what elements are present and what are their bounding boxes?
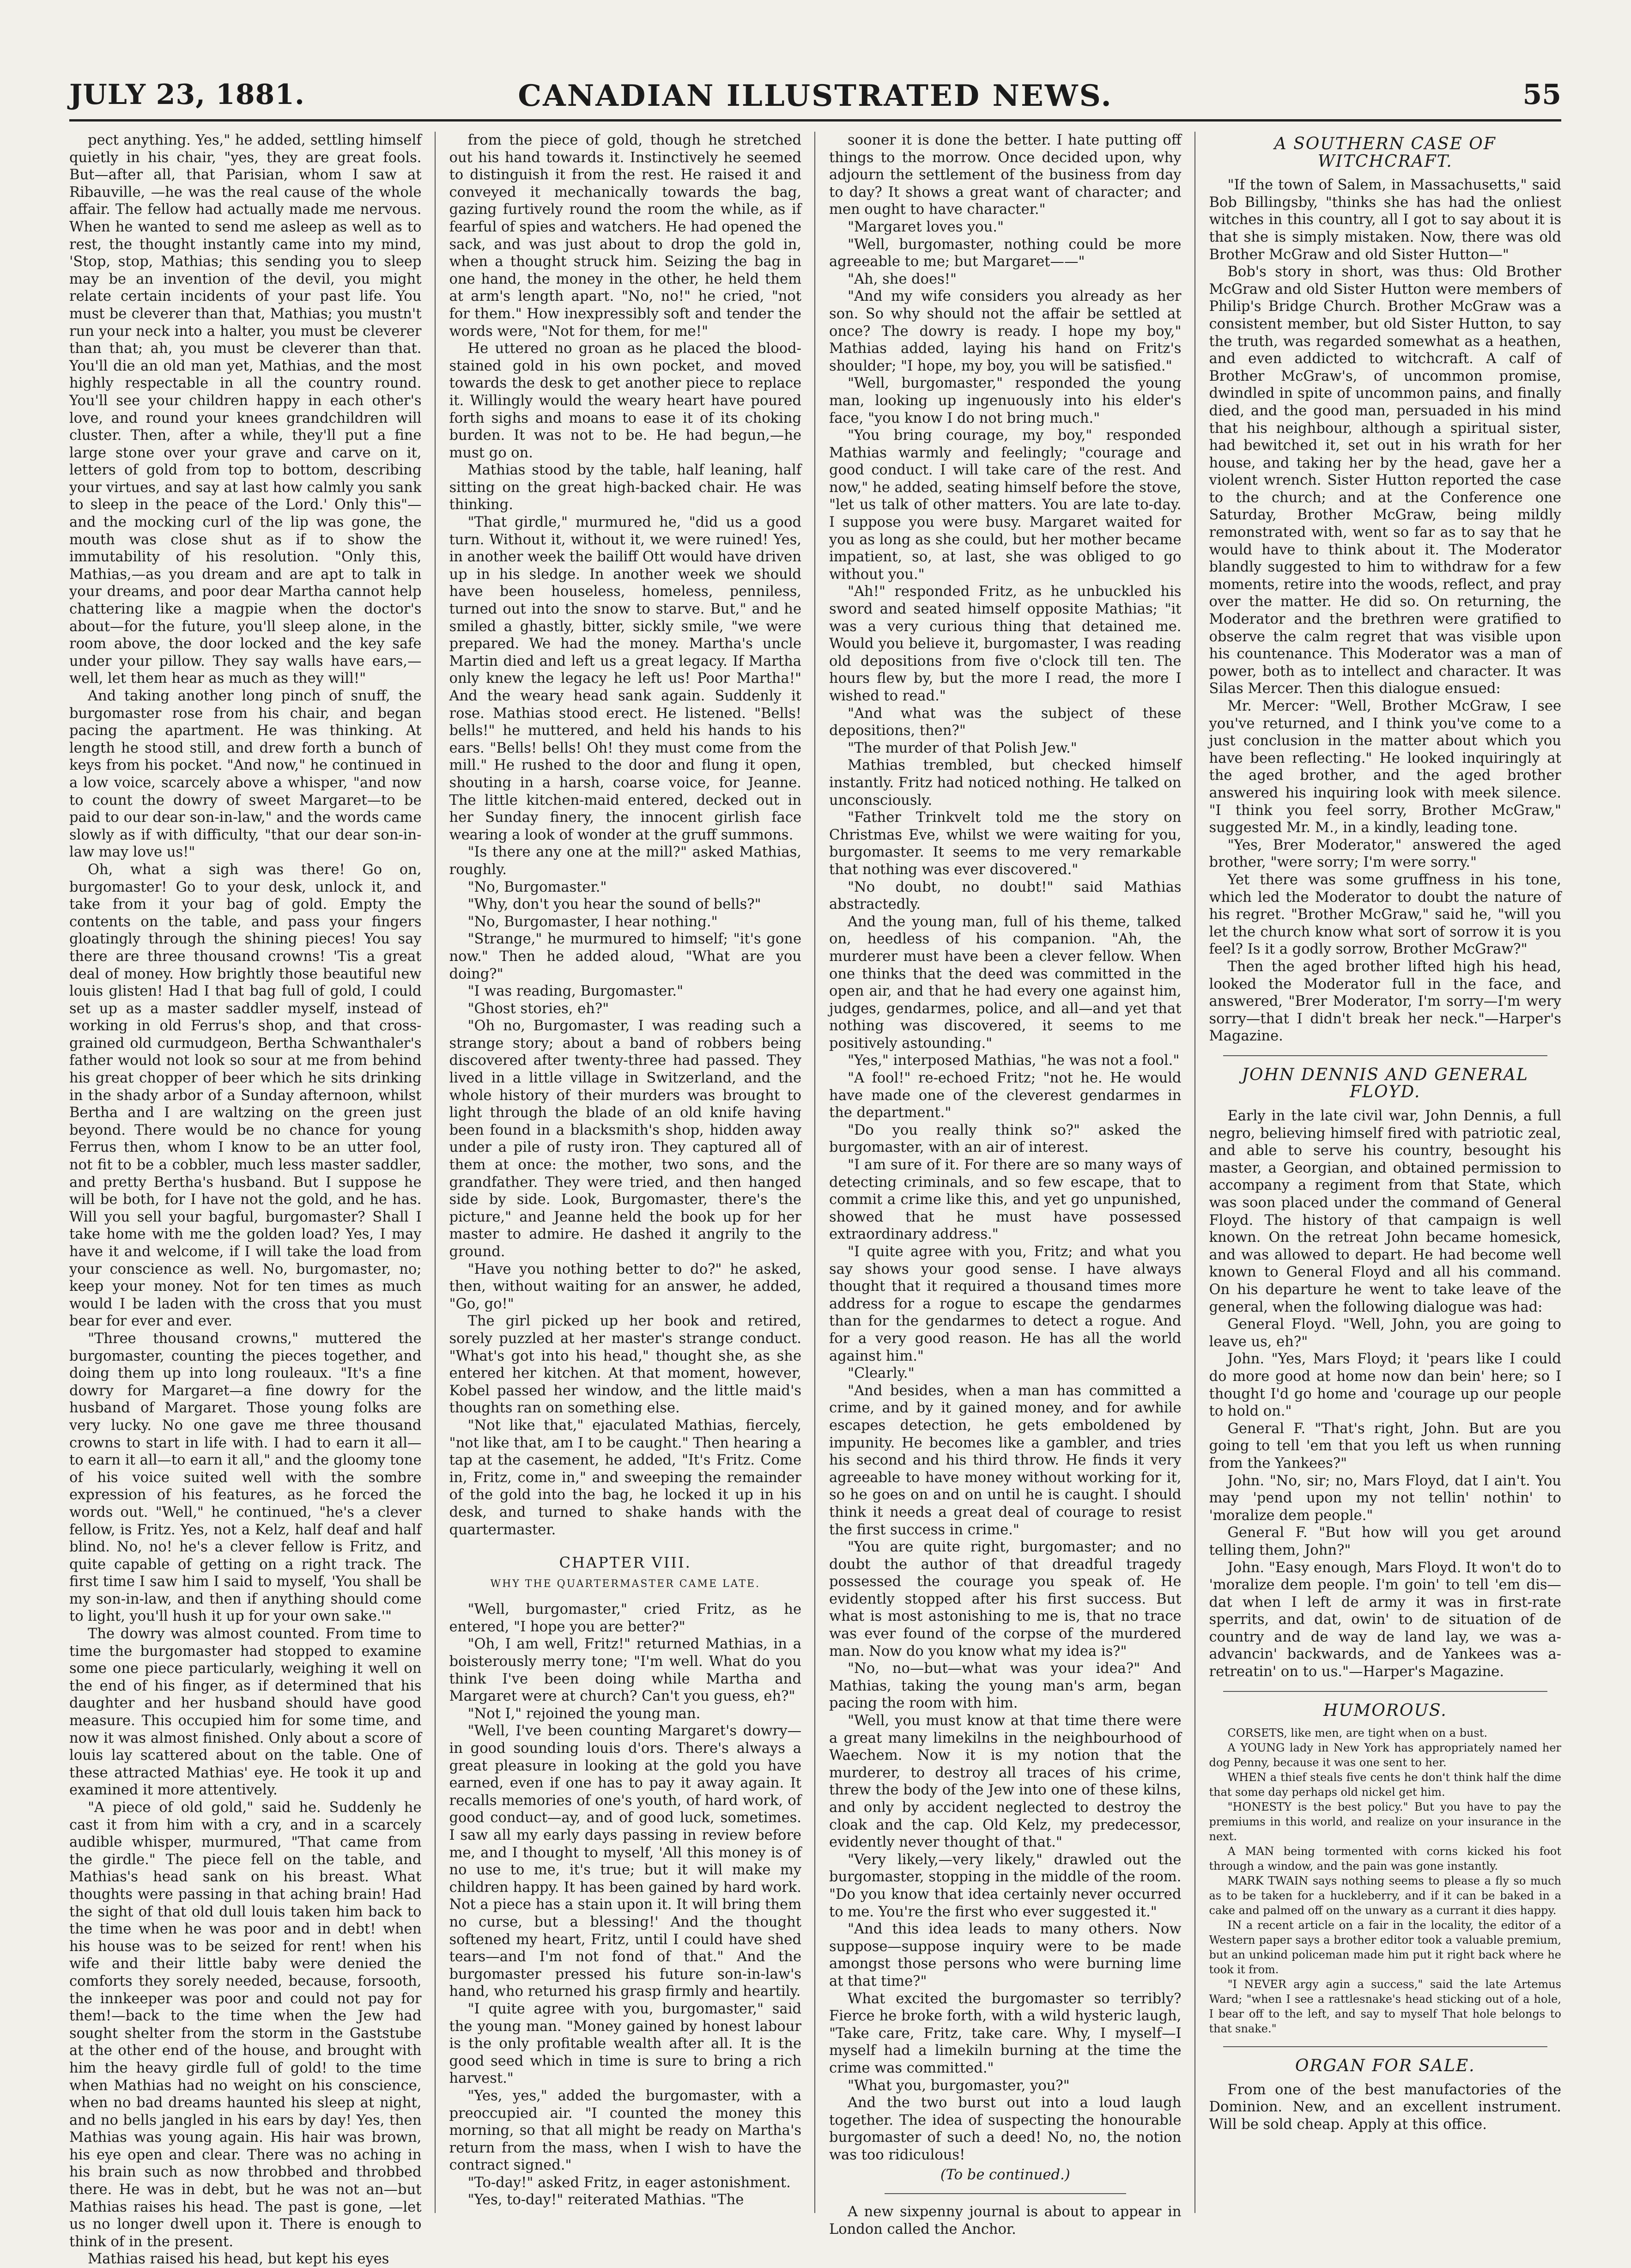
paragraph: "Ghost stories, eh?" xyxy=(467,1000,609,1017)
paragraph: "Do you really think so?" asked the burgomaster, with an air of interest. xyxy=(829,1122,1182,1156)
column-3 xyxy=(829,132,1195,2238)
paragraph: "You are quite right, burgomaster; and no doubt the author of that dreadful tragedy possessed the courage you speak of. He evidently stopped after his first success. But what is most astonishing to me is, that no trace was ever found of the corpse of the murdered man. Now do you know what my idea is?" xyxy=(829,1539,1182,1660)
paragraph: What excited the burgomaster so terribly? Fierce he broke forth, with a wild hysteric laugh, "Take care, Fritz, take care. Why, I myself—I myself had a limekiln burning at the time the crime was committed." xyxy=(829,1990,1182,2076)
organ-ad: From one of the best manufactories of the Dominion. New, and an excellent instrument. Will be sold cheap. Apply at this office. xyxy=(1209,2081,1561,2133)
paragraph: "Oh, I am well, Fritz!" returned Mathias, in a boisterously merry tone; "I'm well. What do you think I've been doing while Martha and Margaret were at church? Can't you guess, eh?" xyxy=(449,1636,801,1705)
paragraph: "Have you nothing better to do?" he asked, then, without waiting for an answer, he added, "Go, go!" xyxy=(449,1261,801,1312)
to-be-continued: (To be continued.) xyxy=(940,2167,1070,2183)
paragraph: Bob's story in short, was thus: Old Brother McGraw and old Sister Hutton were members of Philip's Bridge Church. Brother McGraw was a consistent member, but old Sister Hutton, to say the truth, was regarded somewhat as a heathen, and even addicted to witchcraft. A calf of Brother McGraw's, of uncommon promise, dwindled in spite of uncommon pains, and finally died, and the good man, persuaded in his mind that his neighbour, although a spiritual sister, had bewitched it, set out in his wrath for her house, and taking her by the head, gave her a violent wrench. Sister Hutton reported the case to the church; and at the Conference one Saturday, Brother McGraw, being mildly remonstrated with, went so far as to say that he would have to think about it. The Moderator blandly suggested to him to withdraw for a few moments, retire into the woods, reflect, and pray over the matter. He did so. On returning, the Moderator and the brethren were gratified to observe the calm regret that was visible upon his countenance. This Moderator was a man of power, both as to intellect and character. It was Silas Mercer. Then this dialogue ensued: xyxy=(1209,264,1561,697)
paragraph: "No doubt, no doubt!" said Mathias abstractedly. xyxy=(829,879,1182,913)
story-part-c xyxy=(829,132,1182,2164)
paragraph: "I am sure of it. For there are so many ways of detecting criminals, and so few escape, that to commit a crime like this, and yet go unpunished, showed that he must have possessed extraordinary address." xyxy=(829,1157,1182,1243)
column-4 xyxy=(1209,132,1562,2213)
paragraph: IN a recent article on a fair in the locality, the editor of a Western paper says a brother editor took a valuable premium, but an unkind policeman made him put it right back where he took it from. xyxy=(1209,1919,1561,1976)
paragraph: "HONESTY is the best policy." But you have to pay the premiums in this world, and realize on your insurance in the next. xyxy=(1209,1800,1561,1843)
section-title-witchcraft: A SOUTHERN CASE OF WITCHCRAFT. xyxy=(1274,134,1496,171)
columns xyxy=(69,132,1561,2268)
paragraph: "Clearly." xyxy=(848,1365,915,1382)
paragraph: sooner it is done the better. I hate putting off things to the morrow. Once decided upon, why adjourn the settlement of the business from day to day? It shows a great want of character; and men ought to have character." xyxy=(829,132,1182,218)
paragraph: "I quite agree with you, Fritz; and what you say shows your good sense. I have always thought that it required a thousand times more address for a rogue to escape the gendarmes than for the gendarmes to detect a rogue. And for a very good reason. He has all the world against him." xyxy=(829,1244,1182,1364)
story-part-a xyxy=(449,132,802,1538)
paragraph: "No, Burgomaster." xyxy=(467,879,607,895)
paragraph: "The murder of that Polish Jew." xyxy=(848,740,1077,756)
paragraph: And the two burst out into a loud laugh together. The idea of suspecting the honourable burgomaster of such a deed! No, no, the notion was too ridiculous! xyxy=(829,2095,1182,2163)
paragraph: Mathias stood by the table, half leaning, half sitting on the great high-backed chair. He was thinking. xyxy=(449,462,801,513)
paragraph: from the piece of gold, though he stretched out his hand towards it. Instinctively he seemed to distinguish it from the rest. He raised it and conveyed it mechanically towards the bag, gazing furtively round the room the while, as if fearful of spies and watchers. He had opened the sack, and was just about to drop the gold in, when a thought struck him. Seizing the bag in one hand, the money in the other, he held them at arm's length apart. "No, no!" he cried, "not for them." How inexpressibly soft and tender the words were, "Not for them, for me!" xyxy=(449,132,801,340)
chapter-subtitle: WHY THE QUARTERMASTER CAME LATE. xyxy=(490,1578,761,1590)
paragraph: "Three thousand crowns," muttered the burgomaster, counting the pieces together, and doing them up into long rouleaux. "It's a fine dowry for Margaret—a fine dowry for the husband of Margaret. Those young folks are very lucky. No one gave me three thousand crowns to start in life with. I had to earn it all—to earn it all—to earn it all," and the gloomy tone of his voice suited well with the sombre expression of his features, as he forced the words out. "Well," he continued, "he's a clever fellow, is Fritz. Yes, not a Kelz, half deaf and half blind. No, no! he's a clever fellow is Fritz, and quite capable of getting on a right track. The first time I saw him I said to myself, 'You shall be my son-in-law, and then if anything should come to light, you'll hush it up for your own sake.'" xyxy=(69,1330,422,1625)
paragraph: "I quite agree with you, burgomaster," said the young man. "Money gained by honest labour is the only profitable wealth after all. It is the good seed which in time is sure to bring a rich harvest." xyxy=(449,2000,801,2087)
paragraph: Oh, what a sigh was there! Go on, burgomaster! Go to your desk, unlock it, and take from it your bag of gold. Empty the contents on the table, and pass your fingers gloatingly through the shining pieces! You say there are three thousand crowns! 'Tis a great deal of money. How brightly those beautiful new louis glisten! Had I that bag full of gold, I could set up as a master saddler myself, instead of working in old Ferrus's shop, and that cross-grained old curmudgeon, Bertha Schwanthaler's father would not look so sour at me from behind his great chopper of beer which he sits drinking in the shady arbor of a Sunday afternoon, whilst Bertha and I are waltzing on the green just beyond. There would be no chance for young Ferrus then, whom I know to be an utter fool, not fit to be a cobbler, much less master saddler, and pretty Bertha's husband. But I suppose he will be both, for I have not the gold, and he has. Will you sell your bagful, burgomaster? Shall I take home with me the golden load? Yes, I may have it and welcome, if I will take the load from your conscience as well. No, burgomaster, no; keep your money. Not for ten times as much would I be laden with the cross that you must bear for ever and ever. xyxy=(69,861,422,1330)
paragraph: "Why, don't you hear the sound of bells?" xyxy=(467,896,761,913)
paragraph: "And my wife considers you already as her son. So why should not the affair be settled at once? The dowry is ready. I hope my boy," Mathias added, laying his hand on Fritz's shoulder; "I hope, my boy, you will be satisfied." xyxy=(829,288,1182,374)
column-2 xyxy=(449,132,816,2213)
header-rule xyxy=(69,119,1561,122)
paragraph: "And this idea leads to many others. Now suppose—suppose inquiry were to be made amongst those persons who were burning lime at that time?" xyxy=(829,1921,1182,1989)
paragraph: "And what was the subject of these depositions, then?" xyxy=(829,705,1182,739)
paragraph: A YOUNG lady in New York has appropriately named her dog Penny, because it was one sent to her. xyxy=(1209,1741,1561,1769)
separator xyxy=(1223,1055,1548,1056)
dennis-floyd-article xyxy=(1209,1107,1562,1681)
paragraph: Mathias trembled, but checked himself instantly. Fritz had noticed nothing. He talked on unconsciously. xyxy=(829,757,1182,809)
paragraph: And taking another long pinch of snuff, the burgomaster rose from his chair, and began pacing the apartment. He was thinking. At length he stood still, and drew forth a bunch of keys from his pocket. "And now," he continued in a low voice, scarcely above a whisper, "and now to count the dowry of sweet Margaret—to be paid to our dear son-in-law," and the words came slowly as if with difficulty, "that our dear son-in-law may love us!" xyxy=(69,688,422,861)
paragraph: "Father Trinkvelt told me the story on Christmas Eve, whilst we were waiting for you, burgomaster. It seems to me very remarkable that nothing was ever discovered." xyxy=(829,809,1182,878)
paragraph: The dowry was almost counted. From time to time the burgomaster had stopped to examine some one piece particularly, weighing it well on the end of his finger, as if determined that his daughter and her husband should have good measure. This occupied him for some time, and now it was almost finished. Only about a score of louis lay scattered about on the table. One of these attracted Mathias' eye. He took it up and examined it more attentively. xyxy=(69,1626,422,1799)
chapter-title: CHAPTER VIII. xyxy=(559,1554,691,1572)
paragraph: Yet there was some gruffness in his tone, which led the Moderator to doubt the nature of his regret. "Brother McGraw," said he, "will you let the church know what sort of sorrow it is you feel? Is it a godly sorrow, Brother McGraw?" xyxy=(1209,871,1561,958)
paragraph: "You bring courage, my boy," responded Mathias warmly and feelingly; "courage and good conduct. I will take care of the rest. And now," he added, seating himself before the stove, "let us talk of other matters. You are late to-day. I suppose you were busy. Margaret waited for you as long as she could, but her mother became impatient, so, at last, she was obliged to go without you." xyxy=(829,427,1182,583)
paragraph: "Well, you must know at that time there were a great many limekilns in the neighbourhood of Waechem. Now it is my notion that the murderer, to destroy all traces of his crime, threw the body of the Jew into one of these kilns, and only by accident neglected to destroy the cloak and the cap. Old Kelz, my predecessor, evidently never thought of that." xyxy=(829,1713,1182,1851)
paragraph: "Well, burgomaster, nothing could be more agreeable to me; but Margaret——" xyxy=(829,236,1182,270)
section-title-organ: ORGAN FOR SALE. xyxy=(1295,2056,1475,2076)
paragraph: "Not I," rejoined the young man. xyxy=(467,1705,701,1722)
newspaper-page xyxy=(69,69,1561,2268)
paragraph: Mathias raised his head, but kept his eyes xyxy=(88,2251,389,2268)
paragraph: "That girdle," murmured he, "did us a good turn. Without it, without it, we were ruined! Yes, in another week the bailiff Ott would have driven up in his sledge. In another week we should have been houseless, homeless, penniless, turned out into the snow to starve. But," and he smiled a ghastly, bitter, sickly smile, "we were prepared. We had the money. Martha's uncle Martin died and left us a great legacy. If Martha only knew the legacy he left us! Poor Martha!" And the weary head sank again. Suddenly it rose. Mathias stood erect. He listened. "Bells! bells!" he muttered, and held his hands to his ears. "Bells! bells! Oh! they must come from the mill." He rushed to the door and flung it open, shouting in a harsh, coarse voice, for Jeanne. The little kitchen-maid entered, decked out in her Sunday finery, the innocent girlish face wearing a look of wonder at the gruff summons. xyxy=(449,514,801,843)
paragraph: "Very likely,—very likely," drawled out the burgomaster, stopping in the middle of the room. "Do you know that idea certainly never occurred to me. You're the first who ever suggested it." xyxy=(829,1851,1182,1920)
paragraph: "Yes, Brer Moderator," answered the aged brother, "were sorry; I'm were sorry." xyxy=(1209,837,1561,871)
news-item: A new sixpenny journal is about to appear in London called the Anchor. xyxy=(829,2204,1182,2238)
separator xyxy=(885,2193,1126,2194)
paragraph: The girl picked up her book and retired, sorely puzzled at her master's strange conduct. "What's got into his head," thought she, as she entered her kitchen. At that moment, however, Kobel passed her window, and the little maid's thoughts ran on something else. xyxy=(449,1313,801,1417)
paragraph: "Ah, she does!" xyxy=(848,271,957,287)
paragraph: General F. "But how will you get around telling them, John?" xyxy=(1209,1525,1561,1558)
section-title-humorous: HUMOROUS. xyxy=(1323,1701,1447,1720)
paragraph: CORSETS, like men, are tight when on a bust. xyxy=(1227,1727,1488,1740)
paragraph: "If the town of Salem, in Massachusetts," said Bob Billingsby, "thinks she has had the onliest witches in this country, all I got to say about it is that she is simply mistaken. Now, there was old Brother McGraw and old Sister Hutton—" xyxy=(1209,177,1561,263)
paragraph: "A fool!" re-echoed Fritz; "not he. He would have made one of the cleverest gendarmes in the department." xyxy=(829,1070,1182,1121)
paragraph: "I NEVER argy agin a success," said the late Artemus Ward; "when I see a rattlesnake's head sticking out of a hole, I bear off to the left, and say to myself That hole belongs to that snake." xyxy=(1209,1978,1561,2036)
witchcraft-article xyxy=(1209,176,1562,1045)
paragraph: "No, no—but—what was your idea?" And Mathias, taking the young man's arm, began pacing the room with him. xyxy=(829,1660,1182,1712)
paragraph: "I was reading, Burgomaster." xyxy=(467,983,684,1000)
paragraph: John. "Yes, Mars Floyd; it 'pears like I could do more good at home now dan bein' here; so I thought I'd go home and 'courage up our people to hold on." xyxy=(1209,1351,1561,1420)
separator xyxy=(1223,1691,1548,1692)
paragraph: A MAN being tormented with corns kicked his foot through a window, and the pain was gone instantly. xyxy=(1209,1845,1561,1873)
paragraph: He uttered no groan as he placed the blood-stained gold in his own pocket, and moved towards the desk to get another piece to replace it. Willingly would the weary heart have poured forth sighs and moans to ease it of its choking burden. It was not to be. He had begun,—he must go on. xyxy=(449,341,801,461)
paragraph: "Yes," interposed Mathias, "he was not a fool." xyxy=(848,1052,1180,1069)
paragraph: "Not like that," ejaculated Mathias, fiercely, "not like that, am I to be caught." Then hearing a tap at the casement, he added, "It's Fritz. Come in, Fritz, come in," and sweeping the remainder of the gold into the bag, he locked it up in his desk, and turned to shake hands with the quartermaster. xyxy=(449,1417,801,1538)
paragraph: "Strange," he murmured to himself; "it's gone now." Then he added aloud, "What are you doing?" xyxy=(449,931,801,982)
page-header xyxy=(69,69,1561,120)
story-continued xyxy=(69,132,422,2268)
paragraph: "A piece of old gold," said he. Suddenly he cast it from him with a cry, and in a scarcely audible whisper, murmured, "That came from the girdle." The piece fell on the table, and Mathias's head sank on his breast. What thoughts were passing in that aching brain! Had the sight of that old dull louis taken him back to the time when he was poor and in debt! when his house was to be seized for rent! when his wife and their little baby were denied the comforts they sorely needed, because, forsooth, the innkeeper was poor and could not pay for them!—back to the time when the Jew had sought shelter from the storm in the Gaststube at the other end of the house, and brought with him the heavy girdle full of gold! to the time when Mathias had no weight on his conscience, when no bad dreams haunted his sleep at night, and no bells jangled in his ears by day! Yes, then Mathias was young again. His hair was brown, his eye open and clear. There was no aching in his brain such as now throbbed and throbbed there. He was in debt, but he was not an—but Mathias raises his head. The past is gone, —let us no longer dwell upon it. There is enough to think of in the present. xyxy=(69,1800,422,2250)
paragraph: General F. "That's right, John. But are you going to tell 'em that you left us when running from the Yankees?" xyxy=(1209,1420,1561,1471)
paragraph: Early in the late civil war, John Dennis, a full negro, believing himself fired with patriotic zeal, and able to serve his country, besought his master, a Georgian, and obtained permission to accompany a regiment from that State, which was soon placed under the command of General Floyd. The history of that campaign is well known. On the retreat John became homesick, and was allowed to depart. He had become well known to General Floyd and all his command. On his departure he went to take leave of the general, when the following dialogue was had: xyxy=(1209,1108,1561,1315)
paragraph: "Ah!" responded Fritz, as he unbuckled his sword and seated himself opposite Mathias; "it was a very curious thing that detained me. Would you believe it, burgomaster, I was reading old depositions from five o'clock till ten. The hours flew by, but the more I read, the more I wished to read." xyxy=(829,584,1182,704)
paragraph: Then the aged brother lifted high his head, looked the Moderator full in the face, and answered, "Brer Moderator, I'm sorry—I'm wery sorry—that I didn't break her neck."—Harper's Magazine. xyxy=(1209,958,1561,1045)
paragraph: Mr. Mercer: "Well, Brother McGraw, I see you've returned, and I think you've come to a just conclusion in the matter about which you have been reflecting." He looked inquiringly at the aged brother, and the aged brother answered his inquiring look with meek silence. "I think you feel sorry, Brother McGraw," suggested Mr. M., in a kindly, leading tone. xyxy=(1209,698,1561,836)
paragraph: "And besides, when a man has committed a crime, and by it gained money, and for awhile escapes detection, he gets emboldened by impunity. He becomes like a gambler, and tries his second and his third throw. He finds it very agreeable to have money without working for it, so he goes on and on until he is caught. I should think it needs a great deal of courage to resist the first success in crime." xyxy=(829,1382,1182,1538)
paragraph: "Oh no, Burgomaster, I was reading such a strange story; about a band of robbers being discovered after twenty-three had passed. They lived in a little village in Switzerland, and the whole history of their murders was brought to light through the blade of an old knife having been found in a blacksmith's shop, hidden away under a pile of rusty iron. They captured all of them at once: the mother, two sons, and the grandfather. They were tried, and then hanged side by side. Look, Burgomaster, there's the picture," and Jeanne held the book up for her master to admire. He dashed it angrily to the ground. xyxy=(449,1018,801,1260)
paragraph: And the young man, full of his theme, talked on, heedless of his companion. "Ah, the murderer must have been a clever fellow. When one thinks that the deed was committed in the open air, and that he had every one against him, judges, gendarmes, police, and all—and yet that nothing was discovered, it seems to me positively astounding." xyxy=(829,913,1182,1052)
story-part-b xyxy=(449,1601,802,2209)
paragraph: "No, Burgomaster, I hear nothing." xyxy=(467,913,718,930)
newspaper-title: CANADIAN ILLUSTRATED NEWS. xyxy=(518,79,1113,113)
paragraph: "Well, burgomaster," responded the young man, looking up ingenuously into his elder's face, "you know I do not bring much." xyxy=(829,375,1182,426)
paragraph: "Margaret loves you." xyxy=(848,219,1004,235)
issue-date: JULY 23, 1881. xyxy=(69,79,305,111)
paragraph: "Well, burgomaster," cried Fritz, as he entered, "I hope you are better?" xyxy=(449,1601,801,1635)
paragraph: General Floyd. "Well, John, you are going to leave us, eh?" xyxy=(1209,1316,1561,1350)
paragraph: "Yes, yes," added the burgomaster, with a preoccupied air. "I counted the money this morning, so that all might be ready on Martha's return from the mass, when I wish to have the contract signed." xyxy=(449,2087,801,2174)
humorous-items xyxy=(1209,1726,1562,2036)
paragraph: "Yes, to-day!" reiterated Mathias. "The xyxy=(467,2192,744,2208)
separator xyxy=(1223,2046,1548,2047)
paragraph: "To-day!" asked Fritz, in eager astonishment. xyxy=(467,2174,791,2191)
paragraph: MARK TWAIN says nothing seems to please a fly so much as to be taken for a huckleberry, and if it can be baked in a cake and palmed off on the unwary as a currant it dies happy. xyxy=(1209,1874,1561,1917)
paragraph: John. "No, sir; no, Mars Floyd, dat I ain't. You may 'pend upon my not tellin' nothin' to 'moralize dem people." xyxy=(1209,1472,1561,1524)
paragraph: "What you, burgomaster, you?" xyxy=(848,2077,1070,2094)
paragraph: pect anything. Yes," he added, settling himself quietly in his chair, "yes, they are great fools. But—after all, that Parisian, whom I saw at Ribauville, —he was the real cause of the whole affair. The fellow had actually made me nervous. When he wanted to send me asleep as well as to rest, the thought instantly came into my mind, 'Stop, stop, Mathias; this sending you to sleep may be an invention of the devil, you might relate certain incidents of your past life. You must be cleverer than that, Mathias; you mustn't run your neck into a halter, you must be cleverer than that; ah, you must be cleverer than that. You'll die an old man yet, Mathias, and the most highly respectable in all the country round. You'll see your children happy in each other's love, and round your knees grandchildren will cluster. Then, after a while, they'll put a fine large stone over your grave and carve on it, letters of gold from top to bottom, describing your virtues, and say at last how calmly you sank to sleep in the peace of the Lord.' Only this"—and the mocking curl of the lip was gone, the mouth was close shut as if to show the immutability of his resolution. "Only this, Mathias,—as you dream and are apt to talk in your dreams, and poor dear Martha cannot help chattering like a magpie when the doctor's about—for the future, you'll sleep alone, in the room above, the door locked and the key safe under your pillow. They say walls have ears,—well, let them hear as much as they will!" xyxy=(69,132,422,687)
paragraph: "Is there any one at the mill?" asked Mathias, roughly. xyxy=(449,844,801,878)
section-title-dennis-floyd: JOHN DENNIS AND GENERAL FLOYD. xyxy=(1242,1065,1528,1102)
column-1 xyxy=(69,132,436,2268)
paragraph: WHEN a thief steals five cents he don't think half the dime that some day perhaps old nickel get him. xyxy=(1209,1771,1561,1799)
page-number: 55 xyxy=(1522,79,1561,111)
paragraph: "Well, I've been counting Margaret's dowry—in good sounding louis d'ors. There's always a great pleasure in looking at the gold you have earned, even if one has to pay it away again. It recalls memories of one's youth, of hard work, of good conduct—ay, and of good luck, sometimes. I saw all my early days passing in review before me, and I thought to myself, 'All this money is of no use to me, it's true; but it will make my children happy. It has been gained by hard work. Not a piece has a stain upon it. It will bring them no curse, but a blessing!' And the thought softened my heart, Fritz, until I could have shed tears—and I'm not fond of that." And the burgomaster pressed his future son-in-law's hand, who returned his grasp firmly and heartily. xyxy=(449,1723,801,2000)
paragraph: John. "Easy enough, Mars Floyd. It won't do to 'moralize dem people. I'm goin' to tell 'em dis—dat when I left de army it was in first-rate sperrits, and dat, owin' to de situation of de country and de way de land lay, we was a-advancin' backwards, and de Yankees was a-retreatin' on to us."—Harper's Magazine. xyxy=(1209,1559,1561,1680)
